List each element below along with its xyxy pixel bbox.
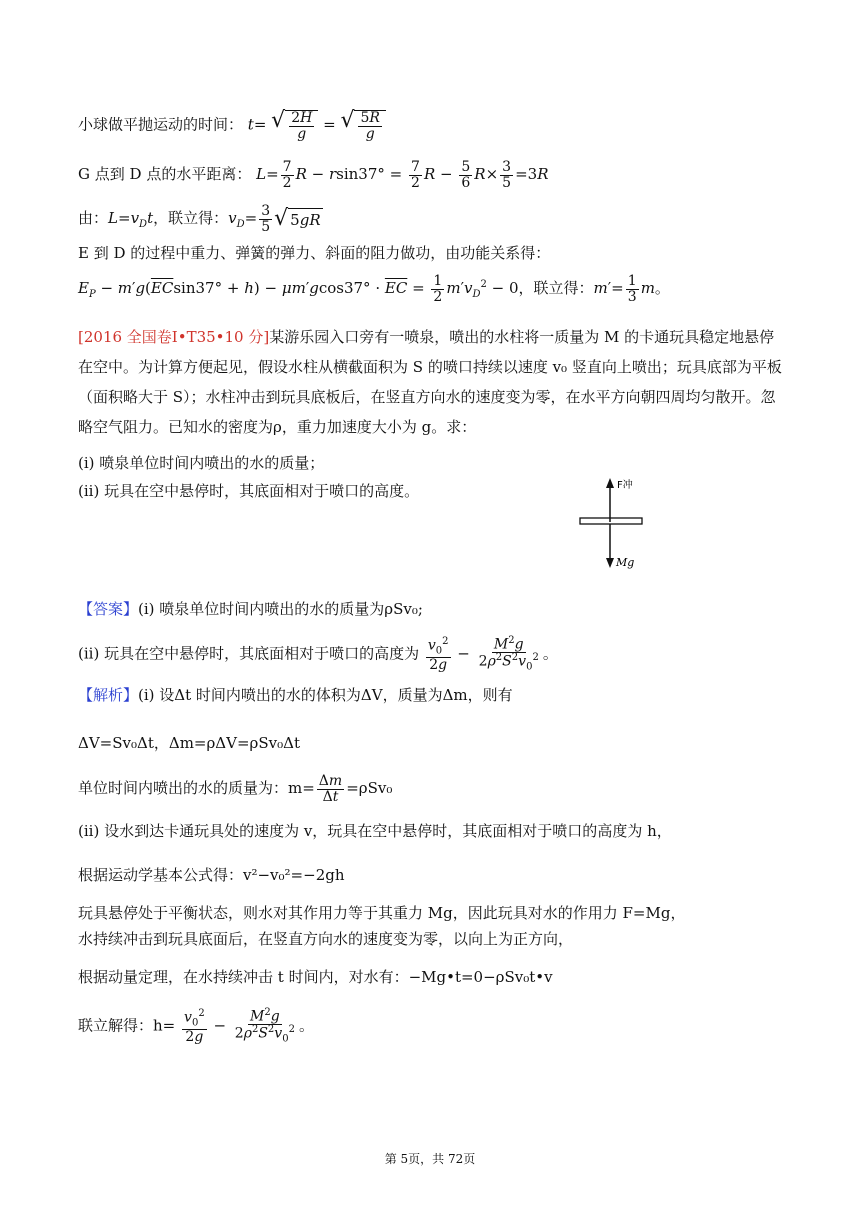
analysis-line-7: 水持续冲击到玩具底面后，在竖直方向水的速度变为零，以向上为正方向，: [78, 930, 574, 948]
text-segment: 联立解得：h=: [78, 1016, 176, 1035]
text-line: E 到 D 的过程中重力、弹簧的弹力、斜面的阻力做功，由功能关系得：: [78, 244, 551, 262]
formula-line-time: 小球做平抛运动的时间： t= √ $\frac{2H}{g}$ = √ $\frac{5R}{g}$: [78, 110, 386, 141]
text-segment: (i) 喷泉单位时间内喷出的水的质量为ρSv₀;: [138, 600, 423, 618]
formula-line-velocity: 由：$L=v_Dt$，联立得：$v_D=$ $\frac{3}{5}$ √ 5 gR: [78, 203, 321, 235]
force-diagram: [560, 474, 670, 574]
analysis-line-5: 根据运动学基本公式得：v²−v₀²=−2gh: [78, 866, 345, 884]
problem-statement: [78, 322, 782, 442]
question-1: (i) 喷泉单位时间内喷出的水的质量；: [78, 454, 325, 472]
problem-source-tag: [2016 全国卷Ⅰ•T35•10 分]: [78, 328, 270, 346]
text-segment: (i) 设Δt 时间内喷出的水的体积为ΔV，质量为Δm，则有: [138, 686, 513, 704]
analysis-label: 【解析】: [78, 686, 139, 704]
gravity-label: Mg: [616, 556, 635, 569]
arrow-head-up: [606, 478, 614, 488]
text-segment: 单位时间内喷出的水的质量为：m=: [78, 779, 315, 798]
question-2: (ii) 玩具在空中悬停时，其底面相对于喷口的高度。: [78, 482, 420, 500]
formula-line-energy: $E_P - m'g(\overline{EC}\sin 37^\circ + h) - \mu m'gcos37^\circ \cdot \overline{EC}$ = $\frac{1}{2}$ $m'v_D^2 - 0$，联立得：m′= $\frac{1}{3}$ m。: [78, 273, 670, 305]
analysis-line-9: 联立解得：h= $\frac{v_0^2}{2g}$ − $\frac{M^2g}{2\rho^2S^2v_0^2}$ 。: [78, 1007, 314, 1045]
text-segment: 由：: [78, 209, 109, 228]
text-segment: 小球做平抛运动的时间：: [78, 115, 244, 134]
text-segment: ，联立得：: [153, 209, 229, 228]
arrow-head-down: [606, 558, 614, 568]
text-segment: ，联立得：: [518, 279, 594, 298]
text-segment: 。: [298, 1016, 314, 1035]
page-footer: 第 5页，共 72页: [384, 1152, 476, 1166]
text-segment: G 点到 D 点的水平距离：: [78, 165, 252, 184]
formula-line-distance: G 点到 D 点的水平距离： L= $\frac{7}{2}$ R − rsin37° = $\frac{7}{2}$ R − $\frac{5}{6}$ R× $\frac{3}{5}$ =3R: [78, 159, 549, 191]
text-segment: 。: [542, 644, 558, 663]
answer-line-2: (ii) 玩具在空中悬停时，其底面相对于喷口的高度为 $\frac{v_0^2}{2g}$ − $\frac{M^2g}{2\rho^2S^2v_0^2}$ 。: [78, 635, 558, 673]
analysis-line-3: 单位时间内喷出的水的质量为：m= $\frac{\Delta m}{\Delta t}$ =ρSv₀: [78, 773, 393, 805]
text-segment: =ρSv₀: [346, 779, 393, 798]
toy-plate: [580, 518, 642, 524]
analysis-line-6: 玩具悬停处于平衡状态，则水对其作用力等于其重力 Mg，因此玩具对水的作用力 F=Mg，: [78, 904, 686, 922]
problem-text: 某游乐园入口旁有一喷泉，喷出的水柱将一质量为 M 的卡通玩具稳定地悬停在空中。为计算方便起见，假设水柱从横截面积为 S 的喷口持续以速度 v₀ 竖直向上喷出；玩具底部为平板（面积略大于 S）；水柱冲击到玩具底板后，在竖直方向水的速度变为零，在水平方向朝四周均匀散开。忽略空气阻力。已知水的密度为ρ，重力加速度大小为 g。求：: [78, 328, 782, 436]
analysis-line-8: 根据动量定理，在水持续冲击 t 时间内，对水有：−Mg•t=0−ρSv₀t•v: [78, 968, 553, 986]
answer-line-1: [78, 598, 423, 620]
analysis-line-4: (ii) 设水到达卡通玩具处的速度为 v，玩具在空中悬停时，其底面相对于喷口的高度为 h，: [78, 822, 672, 840]
analysis-line-2: ΔV=Sv₀Δt，Δm=ρΔV=ρSv₀Δt: [78, 734, 300, 752]
text-segment: 。: [654, 279, 670, 298]
force-up-label: F冲: [617, 480, 633, 491]
analysis-line-1: [78, 684, 513, 706]
answer-label: 【答案】: [78, 600, 139, 618]
text-segment: (ii) 玩具在空中悬停时，其底面相对于喷口的高度为: [78, 644, 420, 663]
